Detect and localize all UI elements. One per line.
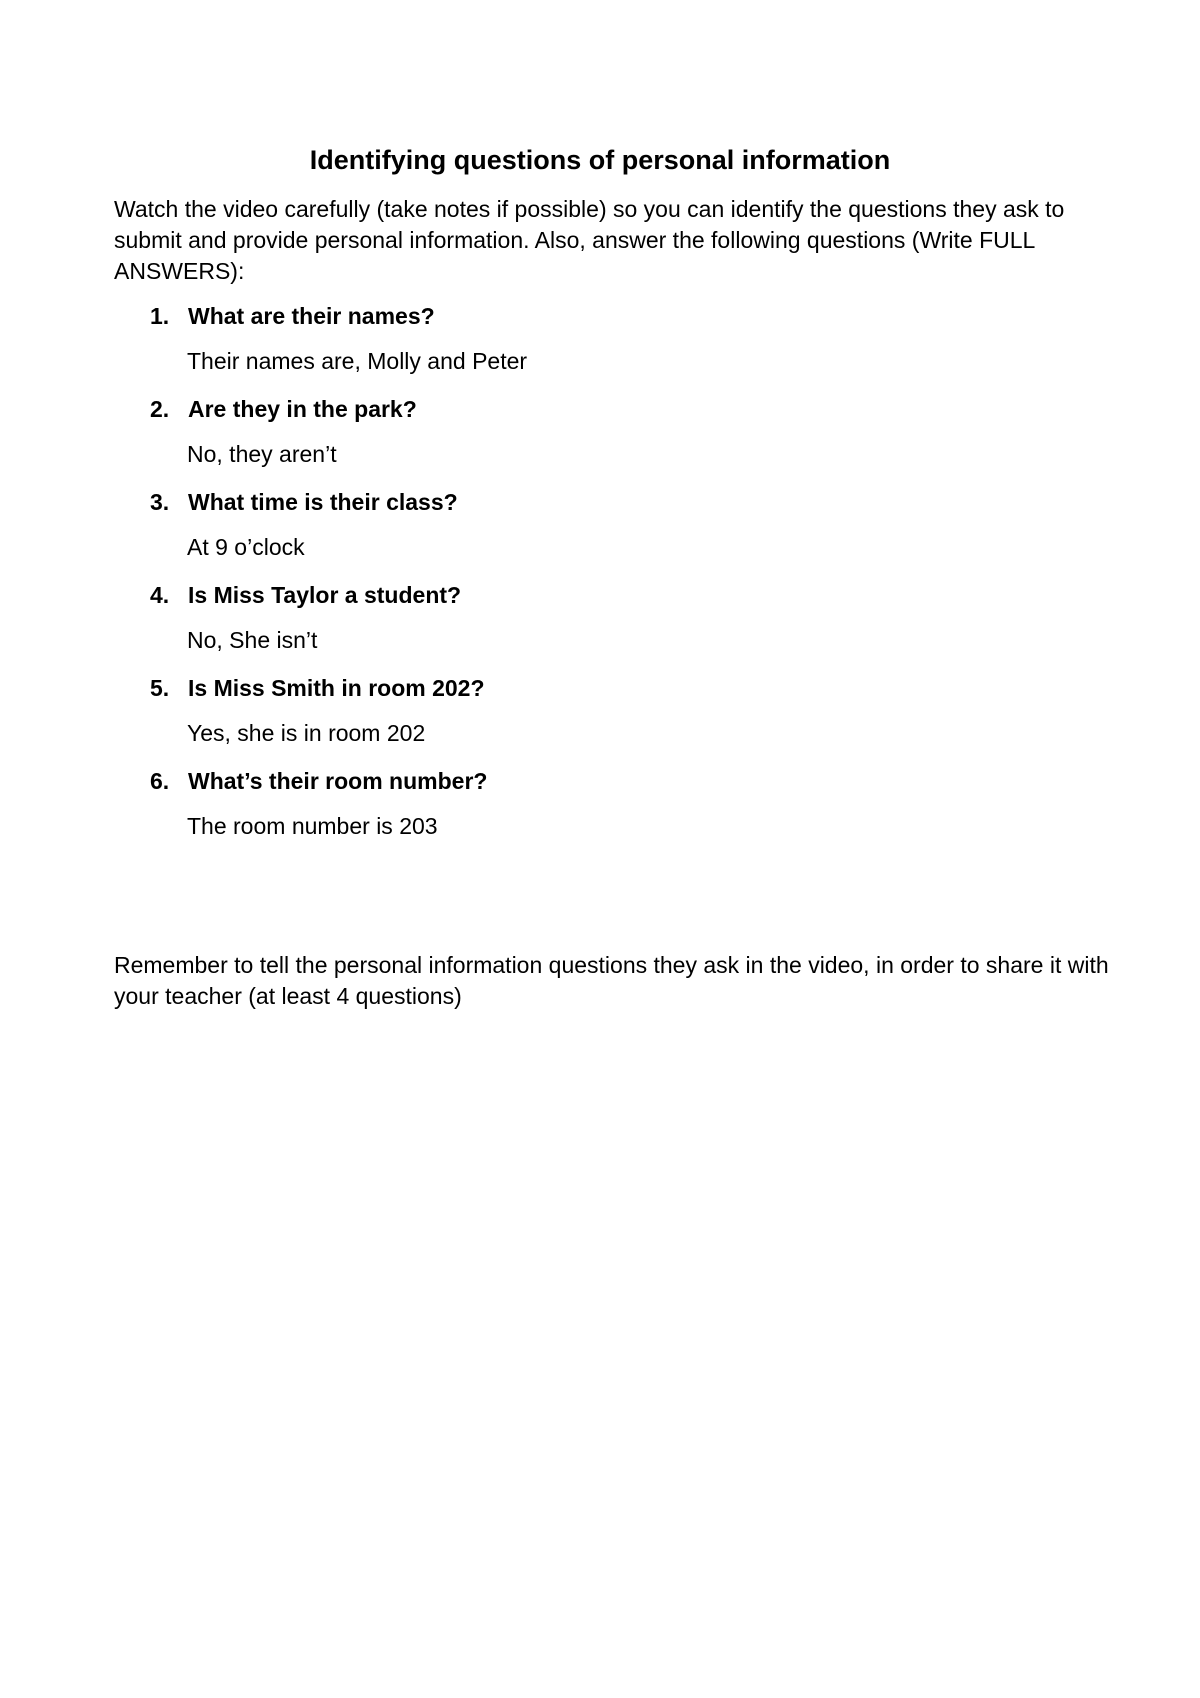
answer-text: The room number is 203: [187, 813, 438, 839]
question-item-3: [0, 486, 1200, 579]
question-item-5: [0, 672, 1200, 765]
question-item-4: [0, 579, 1200, 672]
reminder-paragraph: Remember to tell the personal information questions they ask in the video, in order to share it with your teacher (at least 4 questions): [114, 952, 1109, 1009]
question-list: [0, 300, 1200, 858]
question-text: What’s their room number?: [188, 768, 488, 794]
question-number: 5.: [150, 675, 170, 701]
question-text: What time is their class?: [188, 489, 458, 515]
answer-text: Yes, she is in room 202: [187, 720, 426, 746]
answer-text: At 9 o’clock: [187, 534, 305, 560]
question-number: 2.: [150, 396, 170, 422]
answer-text: No, She isn’t: [187, 627, 318, 653]
answer-text: No, they aren’t: [187, 441, 337, 467]
question-number: 6.: [150, 768, 170, 794]
question-item-2: [0, 393, 1200, 486]
question-text: Are they in the park?: [188, 396, 417, 422]
question-number: 1.: [150, 303, 170, 329]
document-title: Identifying questions of personal information: [309, 145, 891, 175]
question-text: What are their names?: [188, 303, 435, 329]
question-number: 4.: [150, 582, 170, 608]
question-number: 3.: [150, 489, 170, 515]
question-item-1: [0, 300, 1200, 393]
intro-paragraph: Watch the video carefully (take notes if possible) so you can identify the questions they ask to submit and provide personal information. Also, answer the following questions (Write FULL ANSWERS):: [114, 196, 1065, 284]
question-item-6: [0, 765, 1200, 858]
answer-text: Their names are, Molly and Peter: [187, 348, 528, 374]
question-text: Is Miss Smith in room 202?: [188, 675, 485, 701]
question-text: Is Miss Taylor a student?: [188, 582, 462, 608]
